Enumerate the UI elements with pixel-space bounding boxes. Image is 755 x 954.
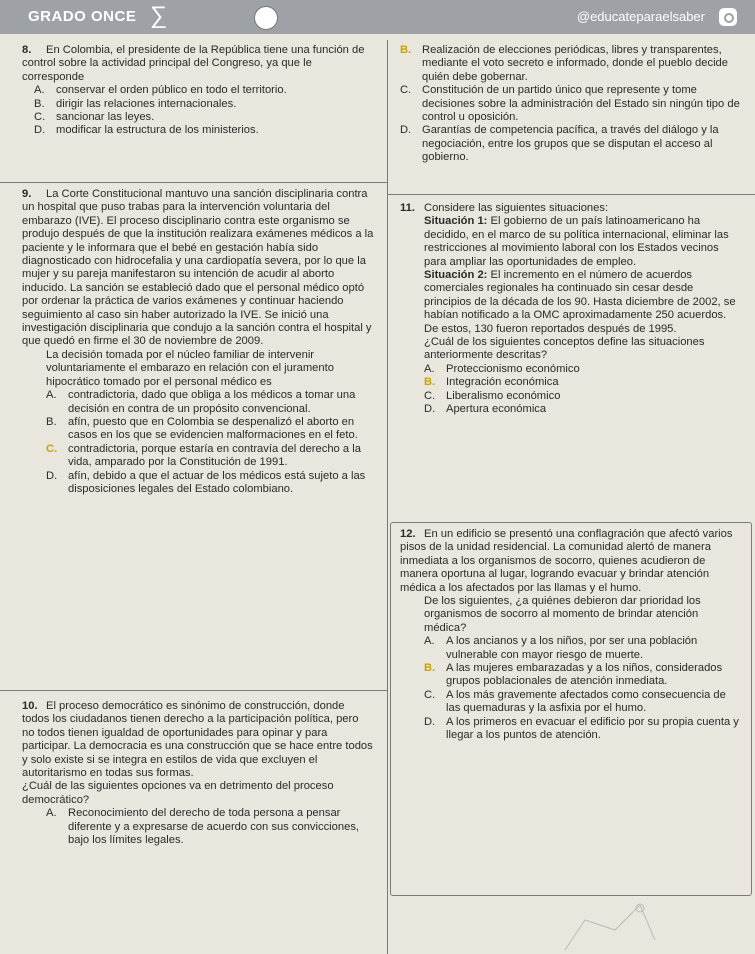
option-a[interactable]: A. A los ancianos y a los niños, por ser una población vulnerable con mayor riesgo de muerte. (424, 635, 698, 661)
option-b[interactable]: B. dirigir las relaciones internacionales. (34, 97, 237, 110)
question-prompt: ¿Cuál de las siguientes opciones va en detrimento del proceso democrático? (22, 780, 334, 806)
option-a[interactable]: A. Proteccionismo económico (424, 362, 580, 375)
option-c[interactable]: C. sancionar las leyes. (34, 111, 155, 124)
section-divider (388, 194, 755, 195)
option-b[interactable]: B. afín, puesto que en Colombia se despenalizó el aborto en casos en los que se evidencien malformaciones en el feto. (46, 415, 358, 442)
question-number: 11. (400, 202, 415, 214)
section-divider (0, 182, 387, 183)
option-b[interactable]: B. Integración económica (424, 376, 559, 389)
question-11 (400, 202, 740, 417)
option-c[interactable]: C. A los más gravemente afectados como consecuencia de las quemaduras y la asfixia por el humo. (424, 688, 726, 715)
option-d[interactable]: D. A los primeros en evacuar el edificio por su propia cuenta y llegar a los puntos de atención. (424, 715, 739, 742)
question-intro: Considere las siguientes situaciones: (424, 202, 609, 214)
question-prompt: ¿Cuál de los siguientes conceptos define las situaciones anteriormente descritas? (424, 336, 705, 362)
option-a[interactable]: A. contradictoria, dado que obliga a los médicos a tomar una decisión en contra de un propósito convencional. (46, 389, 356, 415)
question-prompt: La decisión tomada por el núcleo familiar de intervenir voluntariamente el embarazo en relación con el juramento hipocrático tomado por el personal médico es (46, 348, 334, 388)
option-c[interactable]: C. contradictoria, porque estaría en contravía del derecho a la vida, amparado por la Constitución de 1991. (46, 442, 361, 469)
question-8 (22, 44, 374, 138)
option-b[interactable]: B. Realización de elecciones periódicas, libres y transparentes, mediante el voto secreto e informado, donde el pueblo decide quién debe gobernar. (400, 44, 728, 83)
option-d[interactable]: D. modificar la estructura de los ministerios. (34, 124, 259, 137)
column-divider (387, 40, 388, 954)
option-a[interactable]: A. Reconocimiento del derecho de toda persona a pensar diferente y a expresarse de acuerdo con sus convicciones, bajo los límites legales. (46, 807, 360, 847)
soccer-ball-icon (254, 6, 278, 30)
question-prompt: De los siguientes, ¿a quiénes debieron dar prioridad los organismos de socorro al momento de brindar atención médica? (424, 595, 701, 634)
sigma-icon: ∑ (150, 2, 168, 29)
header-bar (0, 0, 755, 34)
question-stem: La Corte Constitucional mantuvo una sanción disciplinaria contra un hospital que puso trabas para la intervención voluntaria del embarazo (IVE). El proceso disciplinario contra este organismo se produjo después de que la institución realizara exámenes médicos a la paciente y le informara que el bebé en gestación había sido diagnosticado con hidrocefalia y una cardiopatía severa, por lo que la mujer y su pareja manifestaron su intención de acudir al aborto inducido. La sanción se estableció dado que el personal médico optó por ordenar la práctica de varios exámenes y continuar haciendo seguimiento al caso sin haber autorizado la IVE. Se inició una investigación disciplinaria que condujo a la sanción contra el hospital y que quedó en firme el 30 de noviembre de 2009. (22, 188, 374, 348)
social-handle: @educateparaelsaber (576, 9, 705, 24)
option-a[interactable]: A. conservar el orden público en todo el territorio. (34, 84, 287, 97)
option-d[interactable]: D. afín, debido a que el actuar de los médicos está sujeto a las disposiciones legales del Estado colombiano. (46, 469, 366, 495)
situation-1-text: El gobierno de un país latinoamericano ha decidido, en el marco de su política internacional, eliminar las restricciones al movimiento laboral con los Estados vecinos para ampliar las oportunidades de empleo. (424, 215, 729, 268)
situation-2-label: Situación 2: (424, 269, 488, 282)
question-10 (22, 700, 374, 847)
option-c[interactable]: C. Constitución de un partido único que represente y tome decisiones sobre la administración del Estado sin ningún tipo de control u oposición. (400, 84, 740, 124)
question-stem: En Colombia, el presidente de la República tiene una función de control sobre la actividad principal del Congreso, ya que le corresponde (22, 44, 365, 83)
option-d[interactable]: D. Garantías de competencia pacífica, a través del diálogo y la negociación, entre los grupos que se disputan el acceso al gobierno. (400, 124, 719, 164)
instagram-icon (719, 8, 737, 26)
header-title: GRADO ONCE (28, 8, 137, 25)
question-stem: En un edificio se presentó una conflagración que afectó varios pisos de la unidad residencial. La comunidad alertó de manera inmediata a los organismos de socorro, quienes acudieron de manera oportuna al lugar, logrando evacuar y brindar atención médica a los afectados por las llamas y el humo. (400, 528, 733, 594)
question-number: 9. (22, 188, 32, 200)
pencil-sketch-icon (555, 900, 665, 954)
question-number: 10. (22, 700, 38, 712)
question-9 (22, 188, 374, 496)
section-divider (0, 690, 387, 691)
option-c[interactable]: C. Liberalismo económico (424, 389, 561, 402)
situation-1-label: Situación 1: (424, 215, 488, 228)
prev-question-options (400, 44, 740, 165)
option-d[interactable]: D. Apertura económica (424, 403, 547, 416)
question-number: 8. (22, 44, 32, 56)
situation-2-text: El incremento en el número de acuerdos comerciales regionales ha continuado sin cesar desde principios de la década de los 90. Hasta diciembre de 2002, se habían notificado a la OMC aproximadamente 250 acuerdos. De estos, 130 fueron reportados después de 1995. (424, 269, 736, 335)
question-number: 12. (400, 528, 416, 540)
question-stem: El proceso democrático es sinónimo de construcción, donde todos los ciudadanos tienen derecho a la participación política, pero no todos tienen igualdad de oportunidades para opinar y para participar. La democracia es una construcción que se hace entre todos y solo existe si se integra en estilos de vida que excluyen el autoritarismo en todas sus formas. (22, 700, 373, 780)
question-12 (400, 528, 740, 743)
option-b[interactable]: B. A las mujeres embarazadas y a los niños, considerados grupos poblacionales de atención inmediata. (424, 662, 723, 688)
